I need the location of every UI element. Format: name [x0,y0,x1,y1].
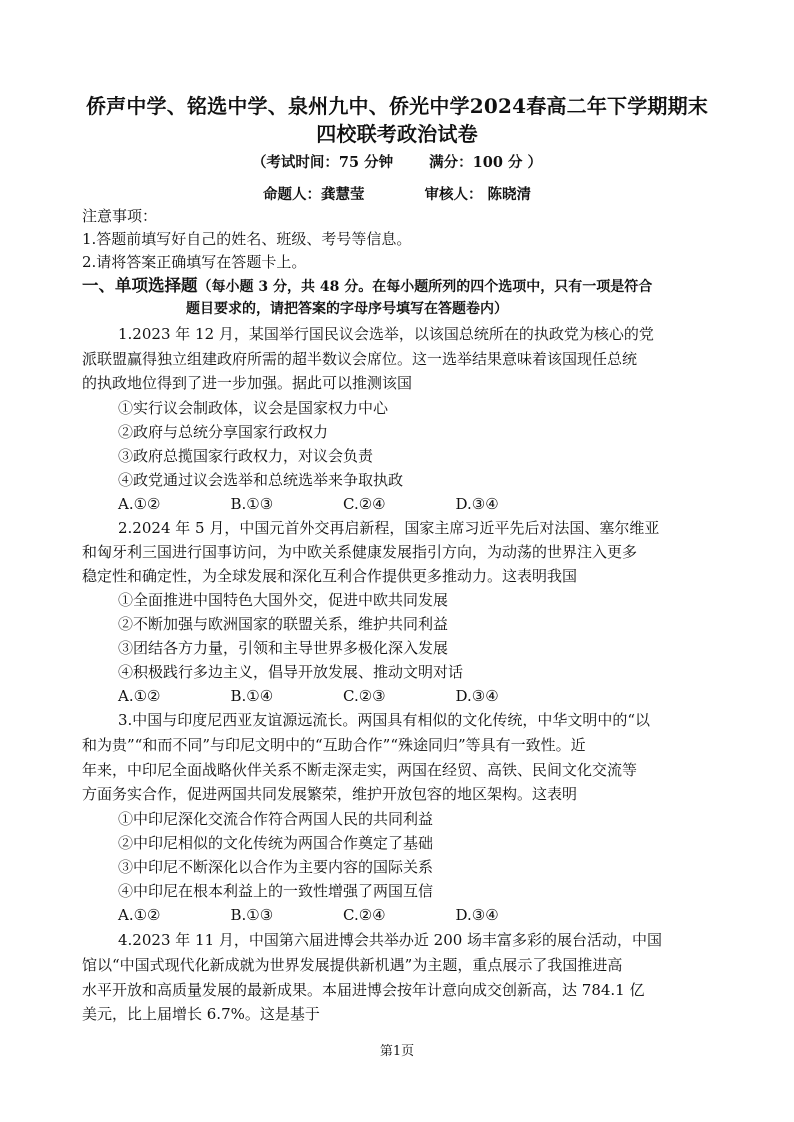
question-2-text: 稳定性和确定性，为全球发展和深化互利合作提供更多推动力。这表明我国 [82,567,578,585]
choice-c: C.②④ [343,495,386,513]
section-heading [82,275,652,298]
question-2-choices [118,685,568,707]
question-3-choices [118,904,568,926]
section-instruction-cont: 题目要求的，请把答案的字母序号填写在答题卷内） [186,301,508,317]
choice-d: D.③④ [455,495,499,513]
exam-title-line1: 侨声中学、铭选中学、泉州九中、侨光中学2024春高二年下学期期末 [85,94,709,118]
question-3-text: 年来，中印尼全面战略伙伴关系不断走深走实，两国在经贸、高铁、民间文化交流等 [82,761,638,779]
question-1-choices [118,493,568,515]
question-1-option: ①实行议会制政体，议会是国家权力中心 [118,399,389,417]
question-1-option: ④政党通过议会选举和总统选举来争取执政 [118,471,404,489]
choice-a: A.①② [118,906,161,924]
question-4-text: 水平开放和高质量发展的最新成果。本届进博会按年计意向成交创新高，达 784.1 亿 [82,981,645,999]
notes-heading: 注意事项： [82,207,158,225]
question-3-text: 方面务实合作，促进两国共同发展繁荣，维护开放包容的地区架构。这表明 [82,785,578,803]
page-number: 第1页 [379,1044,415,1059]
question-1-option: ②政府与总统分享国家行政权力 [118,423,329,441]
note-item: 1.答题前填写好自己的姓名、班级、考号等信息。 [82,230,412,248]
section-title: 一、单项选择题 [82,276,198,295]
question-4-text: 馆以“中国式现代化新成就为世界发展提供新机遇”为主题，重点展示了我国推进高 [82,956,623,974]
question-1-option: ③政府总揽国家行政权力，对议会负责 [118,447,374,465]
author-info [0,183,794,204]
choice-a: A.①② [118,495,161,513]
question-4-text: 4.2023 年 11 月，中国第六届进博会共举办近 200 场丰富多彩的展台活动，中国 [118,931,663,949]
question-3-option: ①中印尼深化交流合作符合两国人民的共同利益 [118,810,434,828]
exam-info [0,151,794,172]
question-1-text: 派联盟赢得独立组建政府所需的超半数议会席位。这一选举结果意味着该国现任总统 [82,350,638,368]
exam-time: （考试时间：75 分钟 [251,154,394,171]
note-item: 2.请将答案正确填写在答题卡上。 [82,253,307,271]
question-2-option: ①全面推进中国特色大国外交，促进中欧共同发展 [118,591,449,609]
question-2-option: ④积极践行多边主义，倡导开放发展、推动文明对话 [118,663,464,681]
section-instruction: （每小题 3 分，共 48 分。在每小题所列的四个选项中，只有一项是符合 [197,279,653,295]
question-1-text: 1.2023 年 12 月，某国举行国民议会选举，以该国总统所在的执政党为核心的党 [118,325,654,343]
choice-b: B.①④ [230,687,274,705]
choice-c: C.②④ [343,906,386,924]
question-2-option: ②不断加强与欧洲国家的联盟关系，维护共同利益 [118,615,449,633]
choice-d: D.③④ [455,687,499,705]
setter: 命题人：龚慧莹 [262,186,365,203]
question-2-text: 2.2024 年 5 月，中国元首外交再启新程，国家主席习近平先后对法国、塞尔维亚 [118,519,660,537]
question-4-text: 美元，比上届增长 6.7%。这是基于 [82,1005,320,1023]
question-3-text: 3.中国与印度尼西亚友谊源远流长。两国具有相似的文化传统，中华文明中的“以 [118,711,650,729]
choice-b: B.①③ [230,906,274,924]
question-2-option: ③团结各方力量，引领和主导世界多极化深入发展 [118,639,449,657]
reviewer: 审核人： 陈晓清 [424,186,532,203]
question-3-option: ③中印尼不断深化以合作为主要内容的国际关系 [118,858,434,876]
question-3-text: 和为贵”“和而不同”与印尼文明中的“互助合作”“殊途同归”等具有一致性。近 [82,736,586,754]
choice-d: D.③④ [455,906,499,924]
question-3-option: ④中印尼在根本利益上的一致性增强了两国互信 [118,882,434,900]
question-1-text: 的执政地位得到了进一步加强。据此可以推测该国 [82,374,413,392]
question-2-text: 和匈牙利三国进行国事访问，为中欧关系健康发展指引方向，为动荡的世界注入更多 [82,543,638,561]
question-3-option: ②中印尼相似的文化传统为两国合作奠定了基础 [118,834,434,852]
choice-a: A.①② [118,687,161,705]
exam-title-line2: 四校联考政治试卷 [316,122,478,146]
full-score: 满分：100 分 ） [429,154,543,171]
choice-b: B.①③ [230,495,274,513]
choice-c: C.②③ [343,687,386,705]
